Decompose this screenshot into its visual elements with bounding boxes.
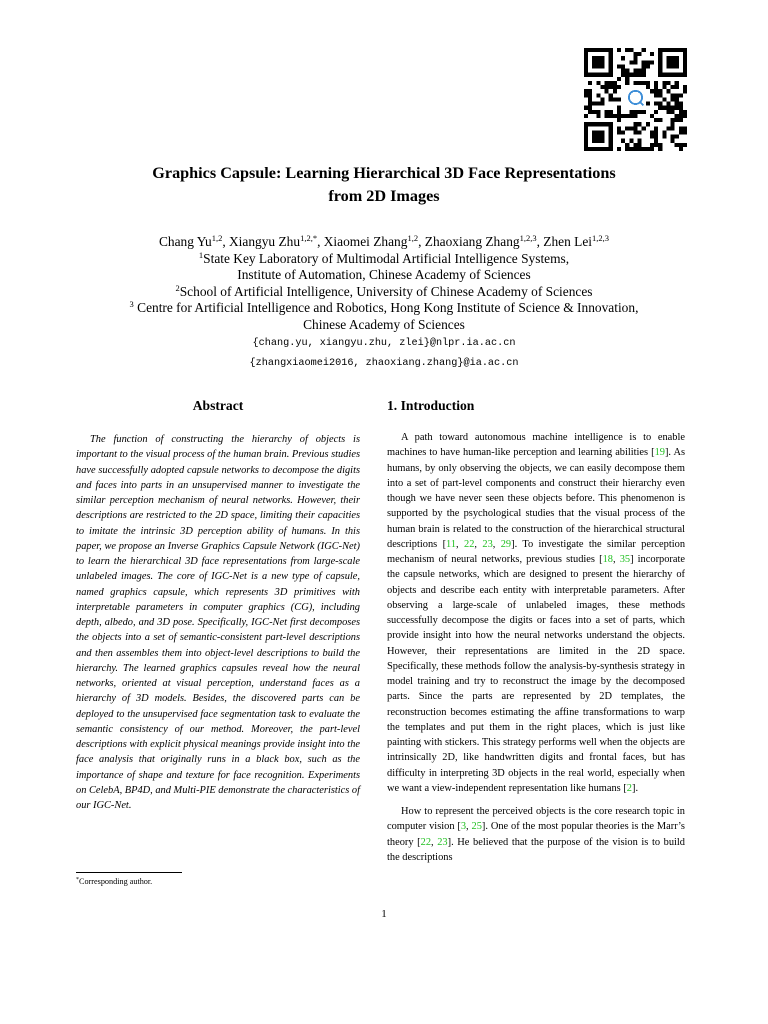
affiliation-3-line-2: Chinese Academy of Sciences	[303, 316, 465, 332]
citation-link[interactable]: 23	[437, 836, 448, 848]
footnote-text: Corresponding author.	[79, 877, 153, 886]
citation-link[interactable]: 22	[420, 836, 432, 848]
citation-link[interactable]: 25	[471, 821, 482, 833]
paper-title	[80, 162, 688, 208]
author-affil-sup: 1,2,3	[519, 233, 537, 243]
citation-link[interactable]: 3	[460, 821, 467, 833]
page-number: 1	[381, 908, 387, 920]
author-name: Zhen Lei	[543, 234, 593, 249]
title-line-2: from 2D Images	[328, 187, 440, 205]
author-affil-sup: 1,2,3	[592, 233, 610, 243]
citation-link[interactable]: 18	[602, 554, 613, 565]
author-block	[60, 234, 708, 374]
abstract-text: The function of constructing the hierarchy of objects is important to the visual process of the human brain. Previous studies have successfully adopted capsule networks to decompose the digits and faces into parts in an unsupervised manner to investigate the similar perception mechanism of neural networks. However, their descriptions are restricted to the 2D space, limiting their capacities to imitate the intrinsic 3D perception ability of humans. In this paper, we propose an Inverse Graphics Capsule Network (IGC-Net) to learn the hierarchical 3D face representations from large-scale unlabeled images. The core of IGC-Net is a new type of capsule, named graphics capsule, which represents 3D primitives with interpretable parameters in computer graphics (CG), including depth, albedo, and 3D pose. Specifically, IGC-Net first decomposes the objects into a set of semantic-consistent part-level descriptions and then assembles them into object-level descriptions to build the hierarchy. The learned graphics capsules reveal how the neural networks, oriented at visual perception, understand faces as a hierarchy of 3D models. Besides, the discovered parts can be deployed to the unsupervised face segmentation task to evaluate the semantic consistency of our method. Moreover, the part-level descriptions with explicit physical meanings provide insight into the face analysis that originally runs in a black box, such as the importance of shape and texture for face recognition. Experiments on CelebA, BP4D, and Multi-PIE demonstrate the characteristics of our IGC-Net.	[76, 434, 360, 811]
affiliation-3: $^3$ Centre for Artificial Intelligence and Robotics, Hong Kong Institute of Science & Innovation,	[129, 299, 639, 316]
introduction-heading: 1. Introduction	[387, 398, 475, 413]
citation-link[interactable]: 19	[654, 447, 665, 459]
email-line-2: {zhangxiaomei2016, zhaoxiang.zhang}@ia.ac.cn	[249, 357, 519, 369]
author-name: Zhaoxiang Zhang	[424, 234, 520, 249]
citation-link[interactable]: 11	[446, 538, 457, 550]
qr-code-icon	[584, 48, 687, 151]
author-affil-sup: 1,2,*	[300, 233, 318, 243]
intro-paragraph-1: A path toward autonomous machine intelligence is to enable machines to have human-like perception and learning abilities [19]. As humans, by only observing the objects, we can easily decompose them into a set of part-level components and construct their hierarchy even though we have never seen these objects before. This phenomenon is supported by the psychological studies that the visual process of the human brain is related to the construction of the hierarchical structural descriptions [11, 22, 23, 29]. To investigate the similar perception mechanism of neural networks, previous studies [18, 35] incorporate the capsule networks, which are designed to present the hierarchy of objects and describe each entity with interpretable parameters. After observing a large-scale of unlabeled images, these methods successfully decompose the digits or faces into a set of parts, which provide insight into how the neural networks understand the objects. However, their representations are limited in the 2D space. Specifically, these methods follow the analysis-by-synthesis strategy in model training and try to reconstruct the image by the decomposed parts. Since the parts are represented by 2D templates, the reconstruction becomes estimating the affine transformations to warp the templates and put them in the right places, which is just like painting with stickers. This strategy performs well when the objects are intrinsically 2D, like handwritten digits and frontal faces, but has difficulty in interpreting 3D objects in the real world, especially when we want a view-independent representation like humans [2].	[387, 432, 686, 794]
introduction-body	[387, 430, 685, 873]
author-name: Xiaomei Zhang	[323, 234, 408, 249]
citation-link[interactable]: 22	[464, 538, 475, 550]
affiliation-1-line-2: Institute of Automation, Chinese Academy of Sciences	[237, 267, 531, 283]
abstract-heading: Abstract	[192, 398, 244, 413]
footnote	[76, 876, 152, 887]
citation-link[interactable]: 2	[626, 782, 632, 794]
author-list: Chang Yu$^{1,2}$, Xiangyu Zhu$^{1,2,*}$, Xiaomei Zhang$^{1,2}$, Zhaoxiang Zhang$^{1,2,3}$, Zhen Lei$^{1,2,3}$	[158, 233, 610, 249]
author-affil-sup: 1,2	[407, 233, 419, 243]
author-affil-sup: 1,2	[211, 233, 223, 243]
citation-link[interactable]: 29	[500, 538, 512, 550]
affiliation-2: $^2$School of Artificial Intelligence, University of Chinese Academy of Sciences	[175, 282, 593, 299]
citation-link[interactable]: 23	[482, 538, 493, 550]
footnote-rule	[76, 872, 182, 873]
author-name: Chang Yu	[158, 234, 212, 249]
footnote-mark: *	[76, 877, 79, 883]
email-line-1: {chang.yu, xiangyu.zhu, zlei}@nlpr.ia.ac.cn	[252, 337, 516, 349]
author-name: Xiangyu Zhu	[229, 234, 301, 249]
affiliation-1: $^1$State Key Laboratory of Multimodal Artificial Intelligence Systems,	[198, 249, 570, 266]
intro-paragraph-2: How to represent the perceived objects is the core research topic in computer vision [3, 25]. One of the most popular theories is the Marr’s theory [22, 23]. He believed that the purpose of the vision is to build the descriptions	[387, 806, 685, 863]
title-line-1: Graphics Capsule: Learning Hierarchical 3D Face Representations	[152, 164, 616, 182]
citation-link[interactable]: 35	[619, 554, 631, 565]
